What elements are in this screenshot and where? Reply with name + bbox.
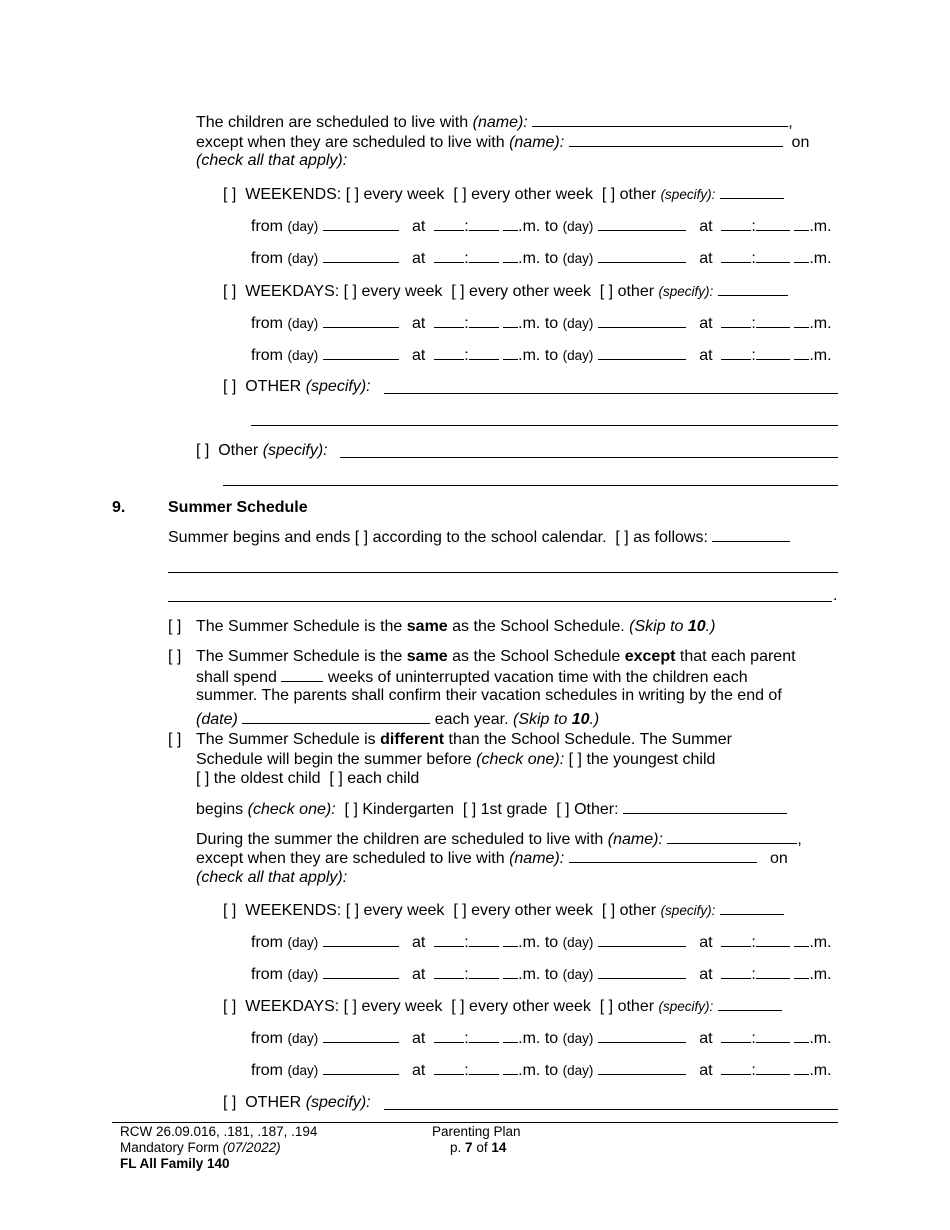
every-other-week-checkbox[interactable]: [ ] [451, 998, 465, 1015]
weekends-checkbox[interactable]: [ ] [223, 902, 237, 919]
minute-field[interactable] [469, 964, 499, 979]
other-grade-field[interactable] [623, 799, 787, 814]
hour-field[interactable] [434, 216, 464, 231]
weekends-checkbox[interactable]: [ ] [223, 186, 237, 203]
from-row: from (day) at : .m. to (day) at : .m. [251, 1030, 832, 1047]
weeks-field[interactable] [281, 667, 323, 682]
hour-field[interactable] [721, 345, 751, 360]
every-week-checkbox[interactable]: [ ] [345, 186, 360, 203]
hour-field[interactable] [434, 932, 464, 947]
opt-except-checkbox[interactable]: [ ] [168, 648, 182, 665]
section-title: Summer Schedule [168, 499, 308, 516]
hour-field[interactable] [434, 313, 464, 328]
other-checkbox[interactable]: [ ] [599, 283, 614, 300]
first-grade-checkbox[interactable]: [ ] [462, 801, 477, 818]
hour-field[interactable] [721, 313, 751, 328]
ampm-field[interactable] [794, 248, 809, 263]
opt-except-line3: summer. The parents shall confirm their vacation schedules in writing by the end of [196, 687, 782, 704]
summer-begins-row: Summer begins and ends [ ] according to the school calendar. [ ] as follows: [168, 527, 790, 548]
period: . [833, 587, 838, 604]
hour-field[interactable] [434, 345, 464, 360]
as-follows-checkbox[interactable]: [ ] [615, 529, 629, 546]
day-field[interactable] [323, 216, 399, 231]
minute-field[interactable] [756, 313, 790, 328]
day-field[interactable] [598, 932, 686, 947]
summer-name-field[interactable] [667, 829, 797, 844]
day-field[interactable] [323, 932, 399, 947]
ampm-field[interactable] [794, 345, 809, 360]
as-follows-field-cont[interactable] [168, 601, 832, 602]
other-specify-field[interactable] [384, 1109, 838, 1110]
other-specify-row: [ ] OTHER (specify): [223, 378, 371, 395]
minute-field[interactable] [756, 932, 790, 947]
minute-field[interactable] [756, 964, 790, 979]
check-all-label: (check all that apply): [196, 869, 348, 886]
begins-row: begins (check one): [ ] Kindergarten [ ] 1st grade [ ] Other: [196, 799, 787, 820]
footer-rcw: RCW 26.09.016, .181, .187, .194 [120, 1124, 318, 1139]
minute-field[interactable] [756, 345, 790, 360]
as-follows-field-cont[interactable] [168, 572, 838, 573]
from-row: from (day) at : .m. to (day) at : .m. [251, 1062, 832, 1079]
weekdays-checkbox[interactable]: [ ] [223, 998, 237, 1015]
footer-page-number: p. 7 of 14 [450, 1140, 507, 1155]
day-field[interactable] [598, 964, 686, 979]
minute-field[interactable] [469, 313, 499, 328]
hour-field[interactable] [721, 964, 751, 979]
other-checkbox[interactable]: [ ] [196, 442, 210, 459]
from-row: from (day) at : .m. to (day) at : .m. [251, 218, 832, 235]
specify-field[interactable] [720, 184, 784, 199]
ampm-field[interactable] [503, 1028, 518, 1043]
opt-different-checkbox[interactable]: [ ] [168, 731, 182, 748]
other-specify-row: [ ] OTHER (specify): [223, 1094, 371, 1111]
footer-rule [112, 1122, 838, 1123]
minute-field[interactable] [756, 1060, 790, 1075]
ampm-field[interactable] [503, 1060, 518, 1075]
every-other-week-checkbox[interactable]: [ ] [453, 902, 467, 919]
weekends-row: [ ] WEEKENDS: [ ] every week [ ] every other week [ ] other (specify): [223, 900, 784, 921]
hour-field[interactable] [434, 964, 464, 979]
hour-field[interactable] [434, 248, 464, 263]
minute-field[interactable] [756, 248, 790, 263]
minute-field[interactable] [756, 1028, 790, 1043]
date-field[interactable] [242, 709, 430, 724]
day-field[interactable] [323, 964, 399, 979]
youngest-checkbox[interactable]: [ ] [568, 751, 582, 768]
minute-field[interactable] [469, 345, 499, 360]
every-week-checkbox[interactable]: [ ] [345, 902, 360, 919]
minute-field[interactable] [469, 932, 499, 947]
weekends-row: [ ] WEEKENDS: [ ] every week [ ] every other week [ ] other (specify): [223, 184, 784, 205]
footer-form-id: FL All Family 140 [120, 1156, 230, 1171]
minute-field[interactable] [469, 248, 499, 263]
minute-field[interactable] [469, 216, 499, 231]
except-name-field[interactable] [569, 132, 783, 147]
hour-field[interactable] [434, 1028, 464, 1043]
check-all-label: (check all that apply): [196, 152, 348, 169]
oldest-checkbox[interactable]: [ ] [196, 770, 210, 787]
from-row: from (day) at : .m. to (day) at : .m. [251, 966, 832, 983]
minute-field[interactable] [469, 1028, 499, 1043]
hour-field[interactable] [721, 932, 751, 947]
other-specify-field[interactable] [384, 393, 838, 394]
every-other-week-checkbox[interactable]: [ ] [451, 283, 465, 300]
ampm-field[interactable] [794, 1028, 809, 1043]
opt-except-line2: shall spend weeks of uninterrupted vacation time with the children each [196, 669, 748, 686]
hour-field[interactable] [434, 1060, 464, 1075]
hour-field[interactable] [721, 1028, 751, 1043]
day-field[interactable] [323, 248, 399, 263]
from-row: from (day) at : .m. to (day) at : .m. [251, 934, 832, 951]
day-field[interactable] [323, 345, 399, 360]
weekdays-checkbox[interactable]: [ ] [223, 283, 237, 300]
footer-mandatory: Mandatory Form (07/2022) [120, 1140, 281, 1155]
during-summer-line: During the summer the children are scheduled to live with (name): , [196, 831, 802, 848]
ampm-field[interactable] [503, 345, 518, 360]
minute-field[interactable] [469, 1060, 499, 1075]
opt-different-line3: [ ] the oldest child [ ] each child [196, 770, 420, 787]
other-checkbox[interactable]: [ ] [223, 1094, 237, 1111]
ampm-field[interactable] [794, 313, 809, 328]
day-field[interactable] [598, 216, 686, 231]
opt-except-line4: (date) each year. (Skip to 10.) [196, 711, 600, 728]
as-follows-field[interactable] [712, 527, 790, 542]
kindergarten-checkbox[interactable]: [ ] [344, 801, 358, 818]
day-field[interactable] [598, 345, 686, 360]
from-row: from (day) at : .m. to (day) at : .m. [251, 347, 832, 364]
section-number: 9. [112, 499, 126, 516]
specify-field[interactable] [718, 281, 788, 296]
day-field[interactable] [323, 1028, 399, 1043]
other-checkbox[interactable]: [ ] [601, 186, 616, 203]
each-child-checkbox[interactable]: [ ] [329, 770, 343, 787]
opt-except-line1: The Summer Schedule is the same as the School Schedule except that each parent [196, 648, 796, 665]
ampm-field[interactable] [503, 248, 518, 263]
every-week-checkbox[interactable]: [ ] [343, 283, 357, 300]
footer-doc-title: Parenting Plan [432, 1124, 521, 1139]
day-field[interactable] [598, 313, 686, 328]
weekdays-row: [ ] WEEKDAYS: [ ] every week [ ] every other week [ ] other (specify): [223, 996, 782, 1017]
ampm-field[interactable] [503, 932, 518, 947]
ampm-field[interactable] [503, 216, 518, 231]
ampm-field[interactable] [503, 313, 518, 328]
hour-field[interactable] [721, 1060, 751, 1075]
summer-except-line: except when they are scheduled to live with (name): on [196, 850, 788, 867]
ampm-field[interactable] [794, 932, 809, 947]
school-calendar-checkbox[interactable]: [ ] [354, 529, 369, 546]
other-row: [ ] Other (specify): [196, 442, 328, 459]
children-live-line: The children are scheduled to live with (name): , [196, 114, 793, 131]
other-checkbox[interactable]: [ ] [599, 998, 614, 1015]
day-field[interactable] [598, 1060, 686, 1075]
opt-different-line1: The Summer Schedule is different than the School Schedule. The Summer [196, 731, 732, 748]
hour-field[interactable] [721, 248, 751, 263]
specify-field[interactable] [718, 996, 782, 1011]
every-week-checkbox[interactable]: [ ] [343, 998, 357, 1015]
other-specify-field-cont[interactable] [251, 425, 838, 426]
ampm-field[interactable] [794, 1060, 809, 1075]
from-row: from (day) at : .m. to (day) at : .m. [251, 315, 832, 332]
minute-field[interactable] [756, 216, 790, 231]
every-other-week-checkbox[interactable]: [ ] [453, 186, 467, 203]
ampm-field[interactable] [794, 964, 809, 979]
day-field[interactable] [598, 1028, 686, 1043]
day-field[interactable] [598, 248, 686, 263]
weekdays-row: [ ] WEEKDAYS: [ ] every week [ ] every other week [ ] other (specify): [223, 281, 788, 302]
other-grade-checkbox[interactable]: [ ] [556, 801, 570, 818]
summer-except-name-field[interactable] [569, 848, 757, 863]
except-line: except when they are scheduled to live with (name): on [196, 134, 810, 151]
opt-same-text: The Summer Schedule is the same as the School Schedule. (Skip to 10.) [196, 618, 716, 635]
day-field[interactable] [323, 1060, 399, 1075]
day-field[interactable] [323, 313, 399, 328]
ampm-field[interactable] [503, 964, 518, 979]
other-field-cont[interactable] [223, 485, 838, 486]
other-checkbox[interactable]: [ ] [601, 902, 616, 919]
opt-different-line2: Schedule will begin the summer before (check one): [ ] the youngest child [196, 751, 716, 768]
name-field[interactable] [532, 112, 788, 127]
other-checkbox[interactable]: [ ] [223, 378, 237, 395]
from-row: from (day) at : .m. to (day) at : .m. [251, 250, 832, 267]
ampm-field[interactable] [794, 216, 809, 231]
hour-field[interactable] [721, 216, 751, 231]
specify-field[interactable] [720, 900, 784, 915]
opt-same-checkbox[interactable]: [ ] [168, 618, 182, 635]
other-field[interactable] [340, 457, 838, 458]
